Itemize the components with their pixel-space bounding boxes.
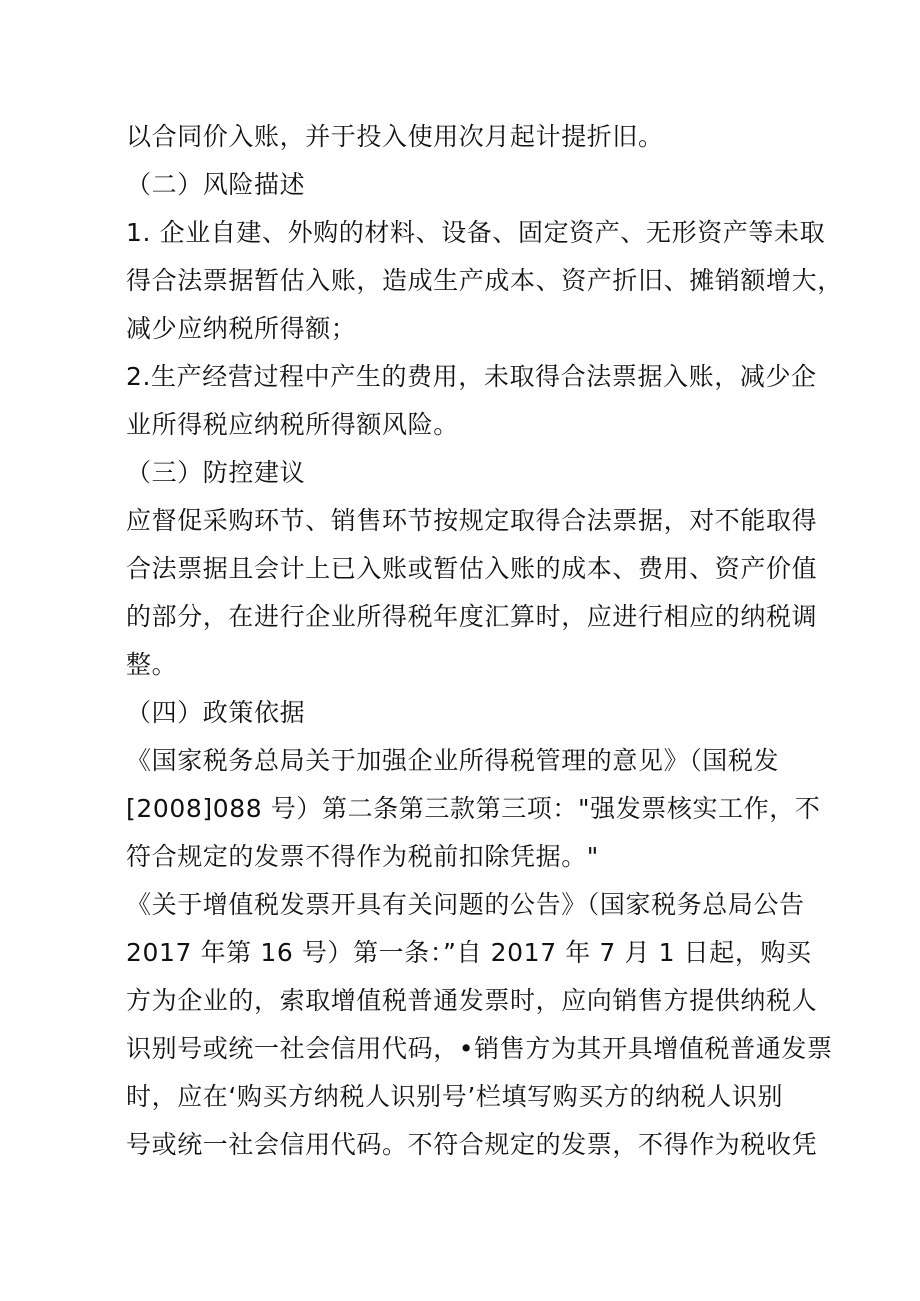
text-line: 《关于增值税发票开具有关问题的公告》（国家税务总局公告 [126,890,805,919]
text-line: 合法票据且会计上已入账或暂估入账的成本、费用、资产价值 [126,554,818,583]
text-line: 2.生产经营过程中产生的费用，未取得合法票据入账，减少企 [126,362,817,391]
document-body [126,113,843,1169]
text-line: 时，应在‘购买方纳税人识别号’栏填写购买方的纳税人识别 [126,1082,784,1111]
text-line: 减少应纳税所得额； [126,314,357,343]
text-line: 整。 [126,650,178,679]
text-line: 1. 企业自建、外购的材料、设备、固定资产、无形资产等未取 [126,218,826,247]
text-line: 号或统一社会信用代码。不符合规定的发票，不得作为税收凭 [126,1130,818,1159]
text-line: 应督促采购环节、销售环节按规定取得合法票据，对不能取得 [126,506,818,535]
text-line: 的部分，在进行企业所得税年度汇算时，应进行相应的纳税调 [126,602,818,631]
section-heading: （三）防控建议 [126,458,306,487]
text-line: 以合同价入账，并于投入使用次月起计提折旧。 [126,122,664,151]
text-line: 2017 年第 16 号）第一条：”自 2017 年 7 月 1 日起，购买 [126,938,812,967]
text-line: [2008]088 号）第二条第三款第三项："强发票核实工作，不 [126,794,821,823]
text-line: 得合法票据暂估入账，造成生产成本、资产折旧、摊销额增大， [126,266,843,295]
section-heading: （四）政策依据 [126,698,306,727]
text-line: 《国家税务总局关于加强企业所得税管理的意见》（国税发 [126,746,780,775]
text-line: 方为企业的，索取增值税普通发票时，应向销售方提供纳税人 [126,986,818,1015]
section-heading: （二）风险描述 [126,170,306,199]
text-line: 符合规定的发票不得作为税前扣除凭据。" [126,842,599,871]
text-line: 识别号或统一社会信用代码，•销售方为其开具增值税普通发票 [126,1034,833,1063]
text-line: 业所得税应纳税所得额风险。 [126,410,459,439]
